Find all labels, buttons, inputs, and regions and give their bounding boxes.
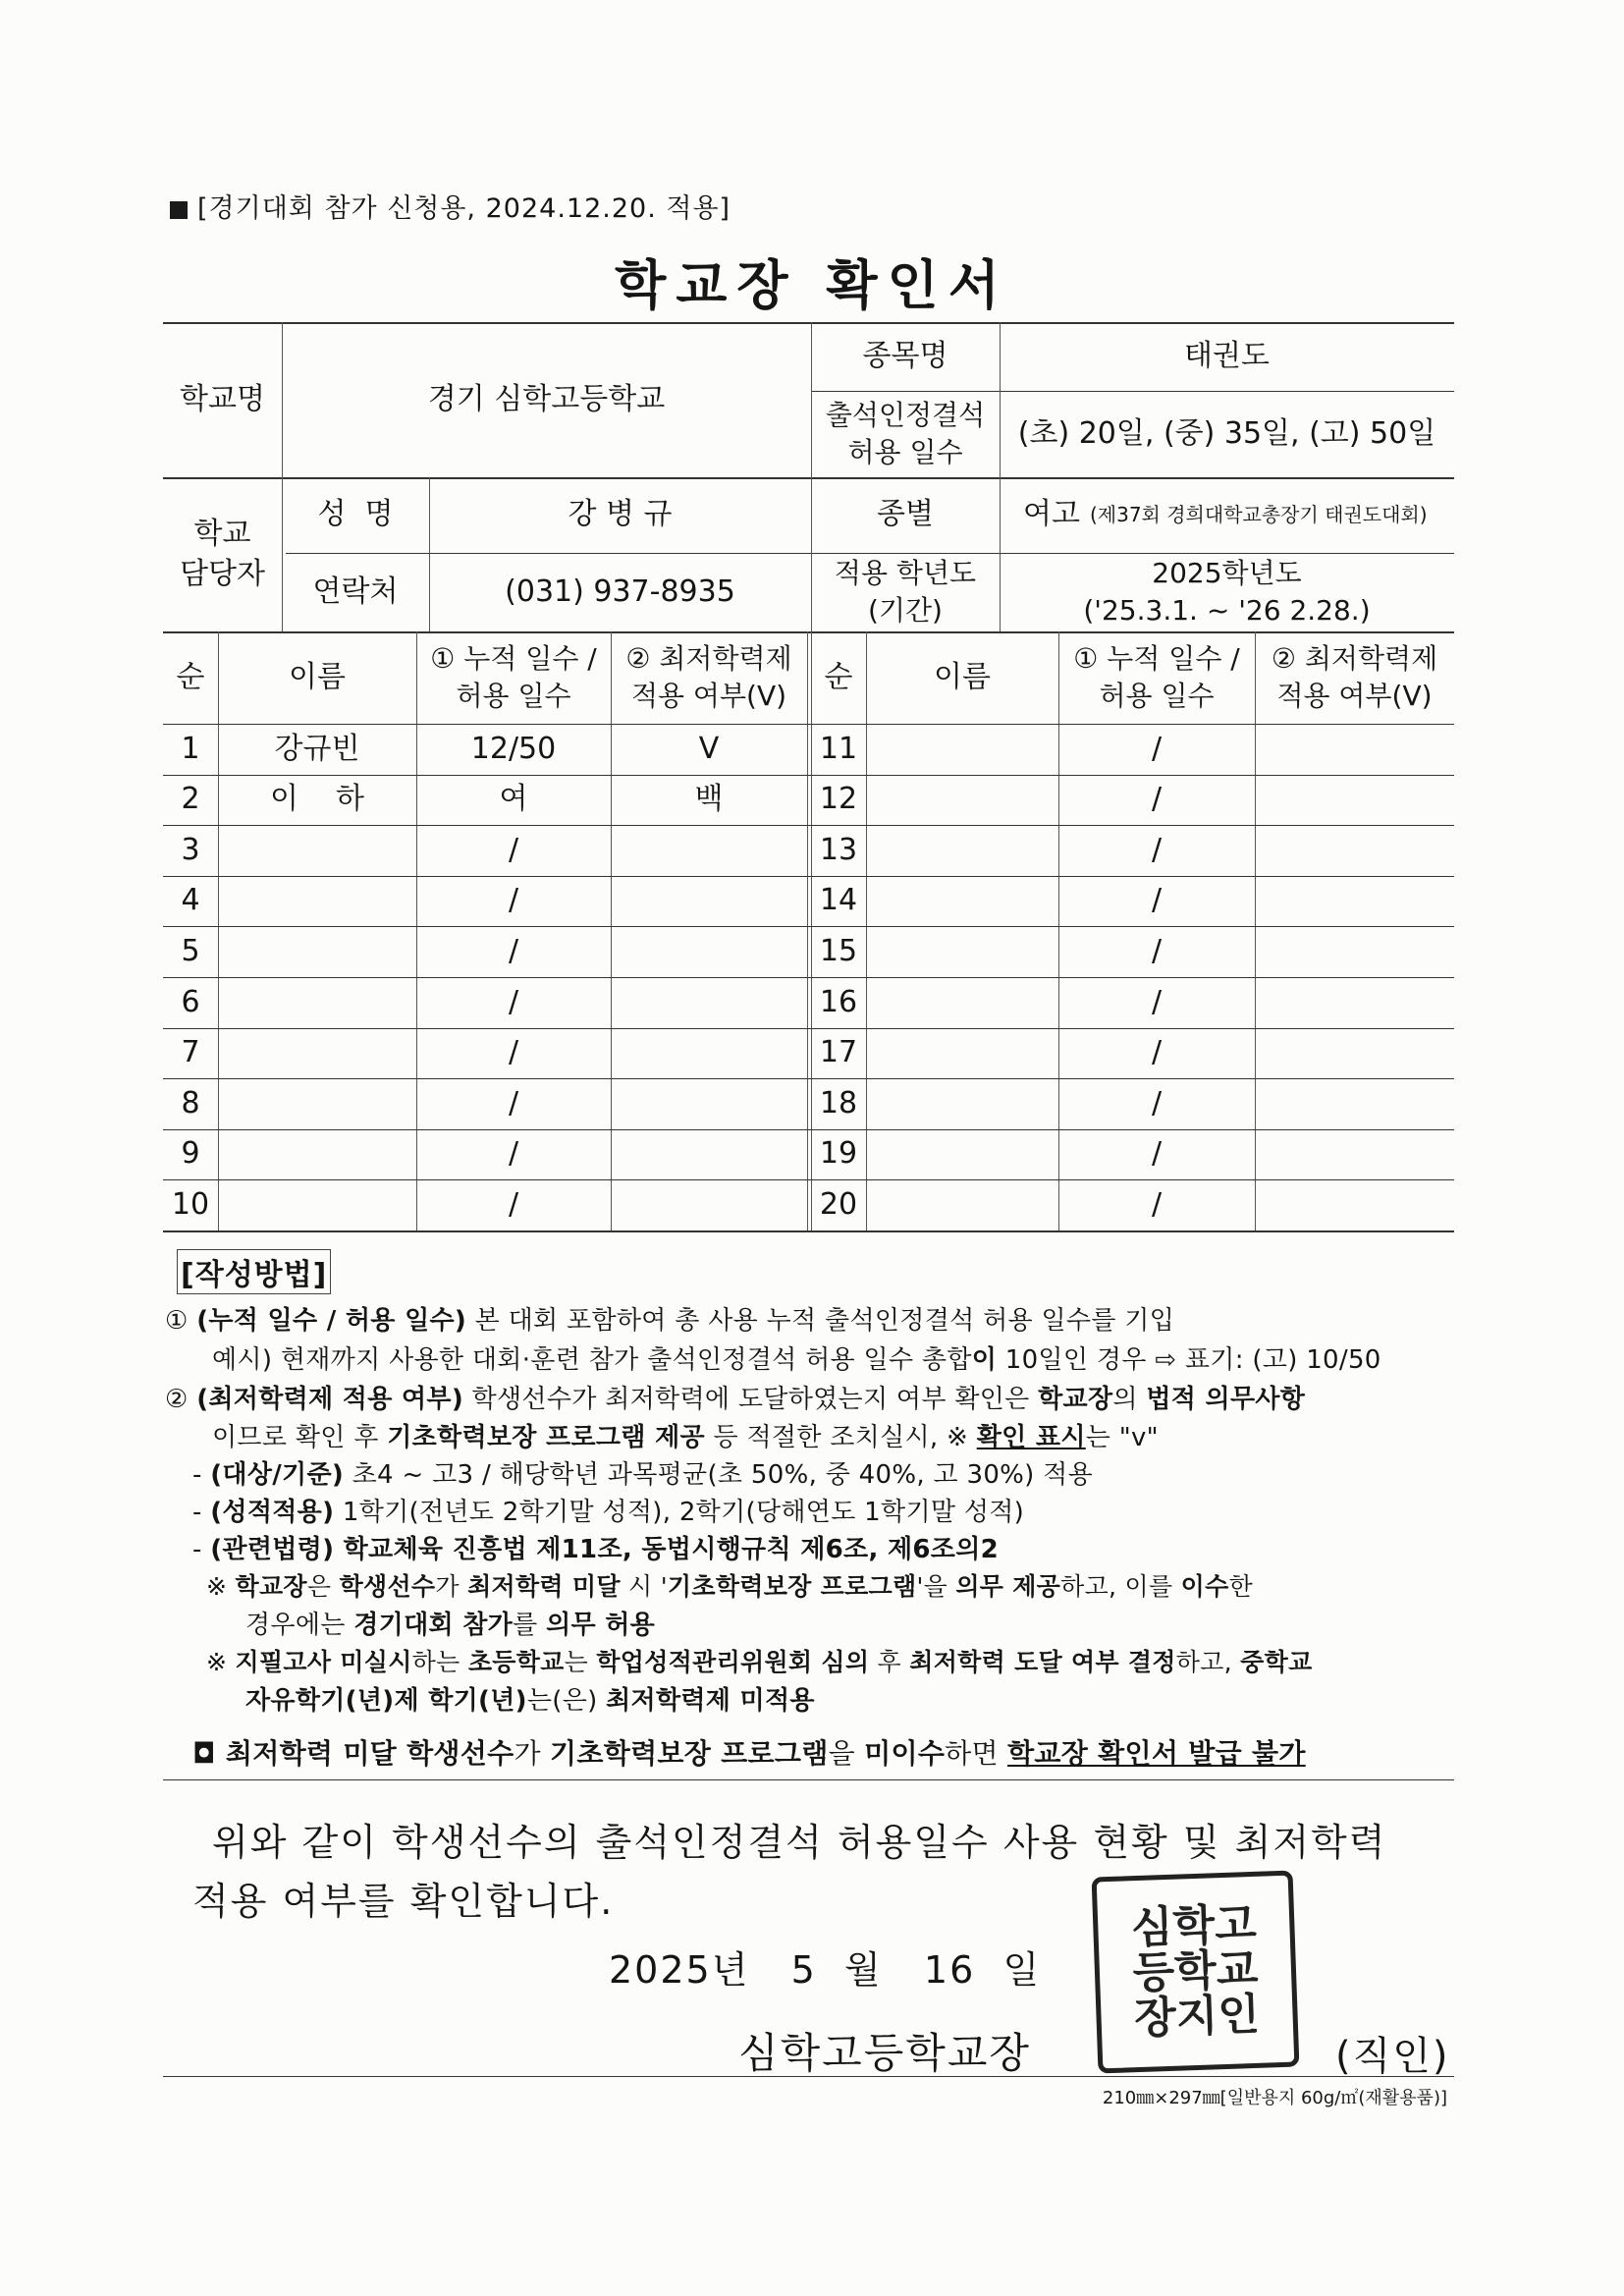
t: (대상/기준) (210, 1460, 345, 1490)
student-days-cell: / (1151, 1136, 1163, 1172)
t: (성적적용) (210, 1498, 335, 1527)
student-no-cell: 8 (181, 1085, 200, 1121)
manager-label (163, 477, 282, 631)
student-name-cell (218, 977, 416, 1028)
t: 확인 표시 (976, 1423, 1086, 1452)
col-days-header-line2: 허용 일수 (1099, 680, 1215, 712)
student-days-cell: / (1151, 1186, 1163, 1222)
confirmation-date: 2025년 5 월 16 일 (609, 1948, 1042, 1992)
student-no-cell: 6 (181, 984, 200, 1019)
t: 하면 (945, 1737, 1008, 1770)
t: 1학기(전년도 2학기말 성적), 2학기(당해연도 1학기말 성적) (334, 1498, 1025, 1527)
col-min-header-left (611, 631, 807, 724)
year-value (1000, 553, 1454, 631)
t: 을 (828, 1737, 865, 1770)
t: 본 대회 포함하여 총 사용 누적 출석인정결석 허용 일수를 기입 (466, 1306, 1175, 1336)
col-min-header-line2: 적용 여부(V) (1276, 680, 1433, 712)
confirmation-line-1: 위와 같이 학생선수의 출석인정결석 허용일수 사용 현황 및 최저학력 (212, 1821, 1387, 1864)
principal-title: 심학고등학교장 (738, 2029, 1032, 2077)
student-days-cell: / (1151, 933, 1163, 968)
confirmation-line-2: 적용 여부를 확인합니다. (192, 1880, 615, 1923)
t: 학생선수가 최저학력에 도달하였는지 여부 확인은 (463, 1385, 1039, 1414)
t: 한 (1228, 1572, 1254, 1601)
student-no-cell: 16 (819, 984, 858, 1019)
paper-spec-footer: 210㎜×297㎜[일반용지 60g/㎡(재활용품)] (1102, 2088, 1447, 2108)
t: ① (165, 1306, 197, 1336)
instruction-line-3 (165, 1379, 1305, 1415)
t: 최저학력 미달 (467, 1572, 621, 1601)
gender-value (1000, 477, 1454, 553)
student-min-cell: V (698, 731, 720, 766)
t: 최저학력 도달 여부 결정 (909, 1648, 1176, 1676)
t: 등 적절한 조치실시, ※ (704, 1423, 977, 1452)
student-name-cell (218, 1078, 416, 1129)
col-min-header-right (1255, 631, 1454, 724)
student-min-cell (611, 1179, 807, 1230)
t: 는 (564, 1648, 597, 1676)
student-days-cell: / (508, 1085, 519, 1121)
student-no-cell: 18 (819, 1085, 858, 1121)
school-name-value: 경기 심학고등학교 (427, 381, 666, 416)
student-no-cell: 4 (181, 883, 200, 918)
contact-label: 연락처 (312, 574, 399, 609)
student-min-cell (1255, 876, 1454, 927)
divider (163, 1779, 1454, 1780)
student-min-cell (1255, 926, 1454, 977)
t: 10일인 경우 ⇨ 표기: (고) 10/50 (997, 1345, 1381, 1375)
t: 초등학교 (467, 1648, 565, 1676)
col-name-header-left: 이름 (289, 659, 346, 694)
student-no-cell: 1 (181, 731, 200, 766)
student-days-cell: / (1151, 782, 1163, 817)
t: 법적 의무사항 (1146, 1385, 1306, 1414)
seal-label: (직인) (1335, 2034, 1450, 2079)
t: 경기대회 참가 (353, 1611, 514, 1640)
student-name-cell (866, 977, 1058, 1028)
student-name-cell (866, 825, 1058, 876)
student-name-cell (218, 926, 416, 977)
student-min-cell (1255, 1129, 1454, 1180)
t: 시 ' (620, 1572, 668, 1601)
col-no-header-left: 순 (176, 659, 205, 694)
divider (163, 2076, 1454, 2077)
student-min-cell (1255, 724, 1454, 775)
school-year-period: ('25.3.1. ~ '26 2.28.) (1083, 594, 1371, 627)
seal-text-line: 등학교 (1131, 1943, 1260, 1999)
t: 경우에는 (245, 1611, 354, 1640)
t: 미이수 (864, 1737, 946, 1770)
student-days-cell: / (508, 883, 519, 918)
student-no-cell: 3 (181, 832, 200, 867)
instruction-line-10 (206, 1643, 1313, 1678)
t: 하고, (1175, 1648, 1241, 1676)
t: 가 (514, 1737, 551, 1770)
instruction-line-5 (192, 1454, 1093, 1491)
contact-value: (031) 937-8935 (505, 574, 735, 609)
allowed-days-label-line2: 허용 일수 (847, 436, 963, 468)
student-min-cell (611, 1078, 807, 1129)
student-name-cell (866, 1078, 1058, 1129)
student-days-cell: / (508, 832, 519, 867)
t: 를 (513, 1611, 547, 1640)
gender-label: 종별 (877, 497, 934, 532)
instruction-line-8 (206, 1567, 1253, 1603)
document-title: 학교장 확인서 (615, 254, 1009, 316)
t: 하는 (411, 1648, 468, 1676)
student-name-cell (866, 1028, 1058, 1079)
instruction-line-6 (192, 1492, 1024, 1528)
student-min-cell (611, 1129, 807, 1180)
student-name-cell (218, 876, 416, 927)
student-days-cell: / (508, 1136, 519, 1172)
col-min-header-line1: ② 최저학력제 (625, 642, 792, 676)
form-usage-note-text: [경기대회 참가 신청용, 2024.12.20. 적용] (197, 193, 731, 224)
t: 학생선수 (339, 1572, 436, 1601)
t: 자유학기(년)제 학기(년) (245, 1686, 527, 1716)
student-name-cell (866, 876, 1058, 927)
student-no-cell: 2 (181, 782, 200, 817)
student-min-cell (1255, 1028, 1454, 1079)
t: (최저학력제 적용 여부) (196, 1385, 464, 1414)
school-year: 2025학년도 (1152, 557, 1302, 590)
competition-name: (제37회 경희대학교총장기 태권도대회) (1089, 503, 1428, 526)
student-no-cell: 7 (181, 1035, 200, 1070)
col-days-header-line2: 허용 일수 (456, 680, 571, 712)
t: ※ (206, 1648, 236, 1676)
t: (관련법령) 학교체육 진흥법 제11조, 동법시행규칙 제6조, 제6조의2 (210, 1535, 1000, 1564)
t: 기초학력보장 프로그램 (550, 1737, 829, 1770)
instruction-line-9 (245, 1605, 655, 1641)
t: 학교장 (1038, 1385, 1113, 1414)
t: 학업성적관리위원회 심의 (596, 1648, 870, 1676)
student-min-cell (1255, 1078, 1454, 1129)
col-no-header-right: 순 (824, 659, 853, 694)
student-min-cell (1255, 977, 1454, 1028)
col-days-header-line1: ① 누적 일수 / (1073, 642, 1240, 676)
t: 의무 허용 (546, 1611, 656, 1640)
t: 기초학력보장 프로그램 제공 (387, 1423, 705, 1452)
t: 후 (869, 1648, 910, 1676)
manager-name-value: 강 병 규 (568, 497, 673, 532)
col-days-header-left (416, 631, 611, 724)
year-label-line1: 적용 학년도 (834, 557, 977, 590)
student-name-cell (866, 1129, 1058, 1180)
student-name-cell: 이 하 (269, 782, 365, 817)
school-name-label: 학교명 (180, 381, 265, 416)
student-no-cell: 15 (819, 933, 858, 968)
student-min-cell (611, 825, 807, 876)
student-name-cell (866, 1179, 1058, 1230)
divider (807, 631, 808, 1230)
student-days-cell: 여 (499, 782, 528, 817)
instructions-heading: [작성방법] (177, 1249, 331, 1294)
t: 의 (1112, 1385, 1147, 1414)
year-label (811, 553, 1000, 631)
student-days-cell: / (508, 1035, 519, 1070)
seal-text-line: 심학고 (1130, 1898, 1258, 1953)
student-no-cell: 11 (819, 731, 858, 766)
t: 최저학력 미달 학생선수 (225, 1737, 514, 1770)
form-usage-note (170, 187, 731, 225)
student-days-cell: / (1151, 984, 1163, 1019)
t: 는 "v" (1085, 1423, 1159, 1452)
student-days-cell: / (1151, 1085, 1163, 1121)
table-bottom-border (163, 1230, 1454, 1232)
allowed-days-label (811, 391, 1000, 477)
t: 학교장 확인서 발급 불가 (1007, 1737, 1306, 1770)
t: 는(은) (526, 1686, 607, 1716)
student-no-cell: 17 (819, 1035, 858, 1070)
event-value: 태권도 (1184, 338, 1270, 373)
t: 이 (971, 1345, 998, 1375)
t: - (192, 1498, 211, 1527)
student-name-cell (866, 775, 1058, 826)
student-min-cell (1255, 775, 1454, 826)
student-days-cell: / (1151, 883, 1163, 918)
t: (누적 일수 / 허용 일수) (196, 1306, 467, 1336)
t: 가 (435, 1572, 468, 1601)
student-days-cell: / (1151, 1035, 1163, 1070)
t: 예시) 현재까지 사용한 대회·훈련 참가 출석인정결석 허용 일수 총합 (212, 1345, 972, 1375)
student-no-cell: 14 (819, 883, 858, 918)
t: 은 (306, 1572, 340, 1601)
col-days-header-line1: ① 누적 일수 / (430, 642, 597, 676)
student-no-cell: 19 (819, 1136, 858, 1172)
student-no-cell: 9 (181, 1136, 200, 1172)
student-no-cell: 10 (171, 1186, 210, 1222)
event-label: 종목명 (862, 338, 948, 373)
student-days-cell: / (508, 1186, 519, 1222)
student-days-cell: / (508, 984, 519, 1019)
instruction-line-2 (212, 1339, 1381, 1376)
arrow-box-icon: ◘ (192, 1737, 226, 1770)
col-name-header-right: 이름 (934, 659, 991, 694)
student-no-cell: 13 (819, 832, 858, 867)
col-min-header-line1: ② 최저학력제 (1271, 642, 1438, 676)
allowed-days-value: (초) 20일, (중) 35일, (고) 50일 (1017, 415, 1436, 451)
square-bullet-icon (170, 201, 188, 219)
t: - (192, 1535, 211, 1564)
student-name-cell (218, 1028, 416, 1079)
student-days-cell: / (508, 933, 519, 968)
col-min-header-line2: 적용 여부(V) (630, 680, 787, 712)
student-no-cell: 12 (819, 782, 858, 817)
official-seal-stamp (1092, 1870, 1300, 2073)
col-days-header-right (1058, 631, 1255, 724)
allowed-days-label-line1: 출석인정결석 (825, 399, 986, 432)
t: 이므로 확인 후 (212, 1423, 388, 1452)
year-label-line2: (기간) (868, 594, 943, 627)
t: 지필고사 미실시 (235, 1648, 412, 1676)
student-min-cell (611, 926, 807, 977)
student-min-cell (611, 876, 807, 927)
student-min-cell (611, 1028, 807, 1079)
student-name-cell (218, 1179, 416, 1230)
student-no-cell: 20 (819, 1186, 858, 1222)
student-days-cell: / (1151, 731, 1163, 766)
student-min-cell (611, 977, 807, 1028)
t: 의무 제공 (955, 1572, 1061, 1601)
t: 초4 ~ 고3 / 해당학년 과목평균(초 50%, 중 40%, 고 30%) 적용 (344, 1460, 1094, 1490)
t: '을 (916, 1572, 956, 1601)
student-days-cell: 12/50 (470, 731, 557, 766)
t: - (192, 1460, 211, 1490)
t: ② (165, 1385, 197, 1414)
t: 하고, 이를 (1060, 1572, 1181, 1601)
student-name-cell (866, 926, 1058, 977)
student-name-cell (218, 825, 416, 876)
student-days-cell: / (1151, 832, 1163, 867)
instruction-line-4 (212, 1417, 1159, 1453)
student-name-cell (866, 724, 1058, 775)
student-min-cell (1255, 1179, 1454, 1230)
student-name-cell: 강규빈 (274, 731, 360, 766)
instruction-line-12 (192, 1732, 1306, 1772)
manager-name-label: 성 명 (317, 497, 394, 532)
student-name-cell (218, 1129, 416, 1180)
t: 최저학력제 미적용 (606, 1686, 815, 1716)
student-min-cell (1255, 825, 1454, 876)
student-min-cell: 백 (694, 782, 724, 817)
t: ※ (206, 1572, 236, 1601)
t: 이수 (1180, 1572, 1229, 1601)
manager-label-line1: 학교 (193, 517, 251, 551)
seal-text-line: 장지인 (1133, 1989, 1261, 2045)
t: 기초학력보장 프로그램 (667, 1572, 917, 1601)
gender-text: 여고 (1023, 497, 1080, 532)
t: 학교장 (235, 1572, 307, 1601)
instruction-line-7 (192, 1529, 999, 1565)
instruction-line-1 (165, 1300, 1174, 1337)
t: 중학교 (1240, 1648, 1313, 1676)
student-no-cell: 5 (181, 933, 200, 968)
instruction-line-11 (245, 1680, 815, 1717)
manager-label-line2: 담당자 (180, 556, 265, 591)
